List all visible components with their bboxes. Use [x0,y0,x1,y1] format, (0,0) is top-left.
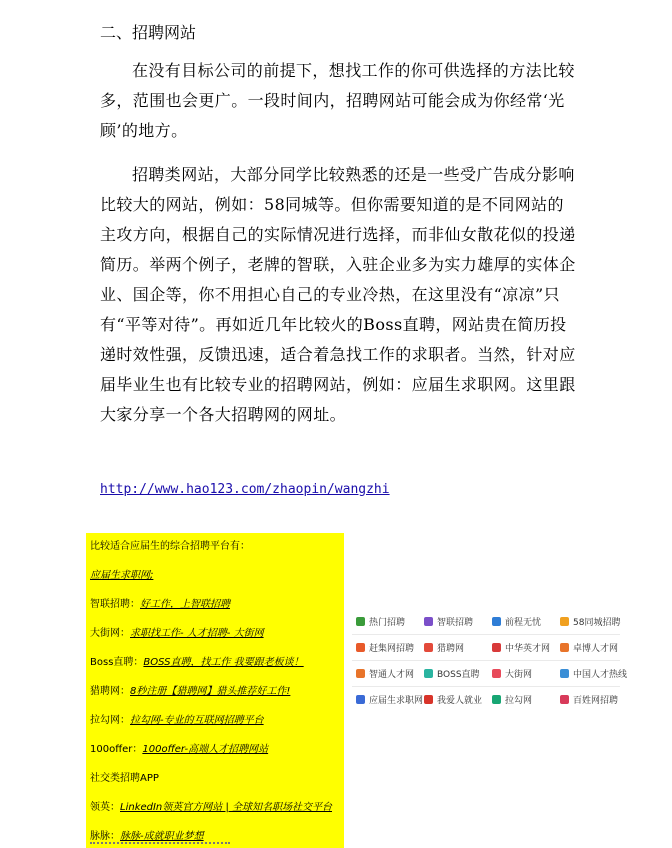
site-grid-label: 我爱人就业 [437,695,483,706]
site-logo-icon [356,643,365,652]
site-logo-icon [492,695,501,704]
site-grid-label: 猎聘网 [437,643,465,654]
site-row-link[interactable]: 100offer-高端人才招聘网站 [142,744,269,755]
site-grid-label: 拉勾网 [505,695,533,706]
site-logo-icon [424,643,433,652]
site-row [90,653,304,668]
site-row [90,711,264,726]
site-grid-item[interactable] [492,638,550,656]
site-row-label: 脉脉： [90,831,120,842]
site-row [90,827,204,842]
site-grid-item[interactable] [424,638,464,656]
site-logo-icon [424,617,433,626]
site-row-label: 100offer： [90,744,143,755]
grid-divider [352,686,620,687]
site-logo-icon [356,617,365,626]
site-logo-icon [424,669,433,678]
site-row-link[interactable]: LinkedIn领英官方网站 | 全球知名职场社交平台 [120,802,332,813]
site-grid-item[interactable] [492,612,541,630]
site-grid-item[interactable] [560,638,618,656]
site-grid-item[interactable] [492,690,532,708]
site-icon-grid [352,612,628,718]
site-row-label: 智联招聘： [90,599,140,610]
section-heading: 二、招聘网站 [100,23,197,42]
site-grid-label: 中华英才网 [505,643,551,654]
site-row [90,769,159,784]
site-row [90,798,332,813]
grid-divider [352,660,620,661]
site-row-link[interactable]: 求职找工作- 人才招聘- 大街网 [130,628,264,639]
site-grid-item[interactable] [424,612,473,630]
site-logo-icon [560,643,569,652]
hao123-link[interactable]: http://www.hao123.com/zhaopin/wangzhi [100,482,390,497]
site-grid-item[interactable] [356,664,414,682]
site-grid-label: 应届生求职网 [369,695,424,706]
site-grid-item[interactable] [356,690,423,708]
site-grid-label: 智联招聘 [437,617,474,628]
site-grid-label: 智通人才网 [369,669,415,680]
site-logo-icon [492,617,501,626]
site-logo-icon [424,695,433,704]
site-row-label: 领英： [90,802,120,813]
site-grid-label: 大街网 [505,669,533,680]
grid-divider [352,634,620,635]
site-row-link[interactable]: 好工作，上智联招聘 [140,599,230,610]
site-row-label: 拉勾网： [90,715,130,726]
site-grid-item[interactable] [492,664,532,682]
site-grid-label: 百姓网招聘 [573,695,619,706]
site-grid-item[interactable] [356,612,405,630]
site-row [90,624,264,639]
site-row-link[interactable]: BOSS直聘，找工作 我要跟老板谈！ [143,657,304,668]
site-grid-label: 58同城招聘 [573,617,621,628]
site-row [90,537,250,552]
site-logo-icon [560,669,569,678]
site-logo-icon [356,669,365,678]
site-row-label: 猎聘网： [90,686,130,697]
site-row-link[interactable]: 拉勾网-专业的互联网招聘平台 [130,715,264,726]
site-row [90,682,290,697]
site-logo-icon [492,643,501,652]
site-grid-label: BOSS直聘 [437,669,480,680]
site-logo-icon [560,617,569,626]
cut-off-text [90,842,230,848]
site-grid-label: 赶集网招聘 [369,643,415,654]
site-row [90,740,268,755]
site-grid-item[interactable] [424,690,482,708]
site-row-label: 比较适合应届生的综合招聘平台有： [90,541,250,552]
paragraph-1: 在没有目标公司的前提下，想找工作的你可供选择的方法比较多，范围也会更广。一段时间内，招聘网站可能会成为你经常‘光顾’的地方。 [100,61,575,140]
paragraph-2: 招聘类网站，大部分同学比较熟悉的还是一些受广告成分影响比较大的网站，例如：58同城等。但你需要知道的是不同网站的主攻方向，根据自己的实际情况进行选择，而非仙女散花似的投递简历。举两个例子，老牌的智联，入驻企业多为实力雄厚的实体企业、国企等，你不用担心自己的专业冷热，在这里没有“凉凉”只有“平等对待”。再如近几年比较火的Boss直聘，网站贵在简历投递时效性强，反馈迅速，适合着急找工作的求职者。当然，针对应届毕业生也有比较专业的招聘网站，例如：应届生求职网。这里跟大家分享一个各大招聘网的网址。 [100,165,576,424]
site-logo-icon [356,695,365,704]
site-grid-label: 中国人才热线 [573,669,628,680]
site-grid-item[interactable] [560,690,618,708]
site-row-label: 社交类招聘APP [90,773,159,784]
site-row-label: Boss直聘： [90,657,144,668]
site-grid-label: 前程无忧 [505,617,542,628]
site-row-link[interactable]: 8秒注册【猎聘网】猎头推荐好工作! [130,686,291,697]
site-grid-item[interactable] [560,664,627,682]
site-grid-item[interactable] [560,612,620,630]
recommended-sites-box [86,533,344,848]
site-grid-label: 热门招聘 [369,617,406,628]
site-logo-icon [492,669,501,678]
site-grid-item[interactable] [356,638,414,656]
site-row [90,566,153,581]
site-row-link[interactable]: 脉脉-成就职业梦想 [120,831,204,842]
site-row-link[interactable]: 应届生求职网; [90,570,154,581]
site-row [90,595,230,610]
site-grid-label: 卓博人才网 [573,643,619,654]
site-row-label: 大街网： [90,628,130,639]
site-grid-item[interactable] [424,664,480,682]
site-logo-icon [560,695,569,704]
